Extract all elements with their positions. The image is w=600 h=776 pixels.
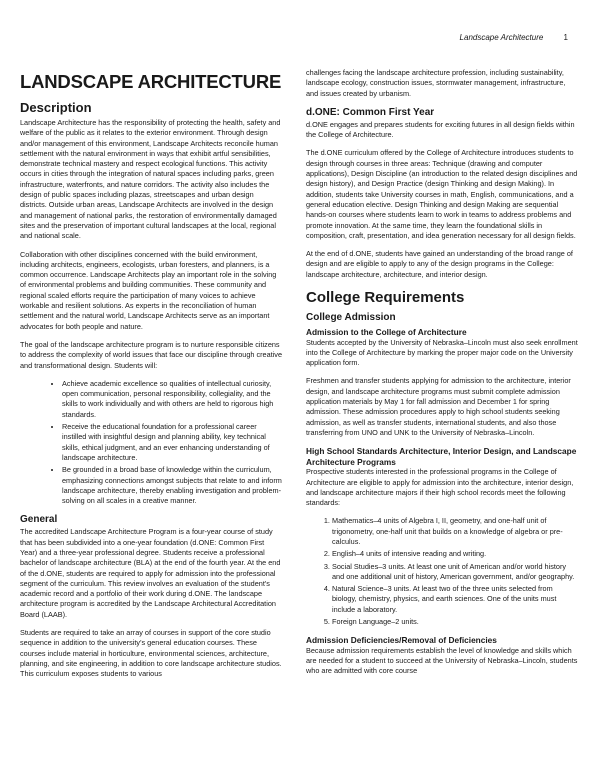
left-column bbox=[20, 68, 282, 688]
description-paragraph-3: The goal of the landscape architecture program is to nurture responsible citizens to address the complexity of world issues that face our discipline through creative and transformational design. Students will: bbox=[20, 339, 283, 370]
general-heading: General bbox=[20, 514, 58, 526]
description-paragraph-1: Landscape Architecture has the responsibility of protecting the health, safety and welfare of the public as it relates to the exterior environment. Through design and/or management of this environment, Landscape Architects reconcile human settlement with the natural environment in ways that exhibit artful sensibilities, demonstrate technical mastery and respect ecological functions. This activity occurs in cities through the integration of natural spaces including parks, green infrastructure, waterfronts, and nature corridors. The activity also includes the design of public spaces including plazas, streetscapes and urban design districts. Outside urban areas, Landscape Architects are involved in the design and management of national parks, the restoration of environmentally damaged sites and the preservation of important cultural landscapes at the local, regional and national scale. bbox=[20, 118, 281, 241]
college-admission-heading: College Admission bbox=[306, 312, 396, 324]
document-title: LANDSCAPE ARCHITECTURE bbox=[20, 71, 282, 92]
done-paragraph-2: The d.ONE curriculum offered by the College of Architecture introduces students to design through courses in three areas: Technique (drawing and computer applications), Design Discipline (an introduction to the related design disciplines and design history), and Design Practice (design Thinking and design Making). In addition, students take University courses in math, English, communications, and a general education elective. Design Thinking and design Making are sequential hands-on courses where students learn to work in teams to address problems and promote innovation. At the same time, they learn the foundational skills in composition, craft, presentation, and idea generation necessary for all design fields. bbox=[306, 148, 578, 240]
continued-paragraph: challenges facing the landscape architecture profession, including sustainability, landscape ecology, construction issues, stormwater management, infrastructure, and issues created by urbanism. bbox=[306, 68, 566, 98]
high-school-standards-paragraph: Prospective students interested in the professional programs in the College of Architecture are eligible to apply for admission into the architecture, interior design, and landscape architecture majors if their high school records meet the following standards: bbox=[306, 467, 574, 508]
list-item: 5. Foreign Language–2 units. bbox=[332, 617, 578, 627]
standards-list bbox=[306, 516, 578, 627]
list-item: 4. Natural Science–3 units. At least two of the three units selected from biology, chemistry, physics, and earth sciences. One of the units must include a laboratory. bbox=[332, 584, 578, 615]
description-paragraph-2: Collaboration with other disciplines concerned with the build environment, including architects, engineers, ecologists, urban foresters, and planners, is a common occurrence. Landscape Architects play an important role in the solving of environmental problems and building communities. These community and regional scaled efforts require the participation of many voices to achieve workable and resilient solutions. As experts in the reconciliation of human settlement and the natural world, Landscape Architects serve as an important advocates for both people and nature. bbox=[20, 249, 277, 331]
admission-deficiencies-heading: Admission Deficiencies/Removal of Deficiencies bbox=[306, 635, 497, 646]
admission-subheading: Admission to the College of Architecture bbox=[306, 327, 467, 338]
page-number: 1 bbox=[563, 33, 568, 42]
done-paragraph-1: d.ONE engages and prepares students for exciting futures in all design fields within the College of Architecture. bbox=[306, 119, 575, 140]
list-item: • Receive the educational foundation for a professional career instilled with insightful design and planning ability, key technical skills, ethical judgment, and an ever enhancing understanding of landscape architecture. bbox=[62, 422, 282, 463]
college-requirements-heading: College Requirements bbox=[306, 289, 465, 307]
admission-paragraph-1: Students accepted by the University of Nebraska–Lincoln must also seek enrollment into the College of Architecture by marking the proper major code on the University application form. bbox=[306, 337, 578, 368]
general-paragraph-2: Students are required to take an array of courses in support of the core studio sequence in addition to the university's general education courses. These courses include material in horticulture, environmental sciences, architecture, planning, and site engineering, in addition to core landscape architecture studios. This curriculum exposes students to various bbox=[20, 628, 282, 679]
list-item: 1. Mathematics–4 units of Algebra I, II, geometry, and one-half unit of trigonometry, one-half unit that builds on a knowledge of algebra or pre-calculus. bbox=[332, 516, 578, 547]
list-item: 2. English–4 units of intensive reading and writing. bbox=[332, 549, 578, 559]
list-item: • Achieve academic excellence so qualities of intellectual curiosity, open communication, personal responsibility, collegiality, and the skills to work individually and with others are held to rigorous high standards. bbox=[62, 379, 282, 420]
description-heading: Description bbox=[20, 100, 92, 115]
done-paragraph-3: At the end of d.ONE, students have gained an understanding of the broad range of design and are eligible to apply to any of the design programs in the College: landscape architecture, architecture, and interior design. bbox=[306, 249, 573, 279]
student-goals-list bbox=[20, 379, 282, 507]
list-item: • Be grounded in a broad base of knowledge within the curriculum, emphasizing connections amongst subjects that relate to and inform landscape architecture, thereby enabling investigation and problem-solving on all scales in a creative manner. bbox=[62, 465, 282, 506]
list-item: 3. Social Studies–3 units. At least one unit of American and/or world history and one additional unit of history, American government, and/or geography. bbox=[332, 562, 578, 583]
general-paragraph-1: The accredited Landscape Architecture Program is a four-year course of study that has been subdivided into a one-year foundation (d.ONE: Common First Year) and a three-year professional degree. Students receive a professional bachelor of landscape architecture (BLA) at the end of the fourth year. At the end of the d.ONE, students are required to apply for admission into the professional segment of the curriculum. This review involves an evaluation of the student's academic record and a portfolio of their work during d.ONE. The landscape architecture program is accredited by the Landscape Architectural Accreditation Board (LAAB). bbox=[20, 527, 281, 619]
high-school-standards-heading: High School Standards Architecture, Interior Design, and Landscape Architecture Programs bbox=[306, 446, 577, 467]
admission-deficiencies-paragraph: Because admission requirements establish the level of knowledge and skills which are needed for a student to succeed at the University of Nebraska–Lincoln, students who are admitted with core course bbox=[306, 645, 578, 676]
running-header bbox=[0, 33, 568, 42]
admission-paragraph-2: Freshmen and transfer students applying for admission to the architecture, interior design, and landscape architecture programs must submit complete admission application materials by May 1 for fall admission and December 1 for spring admission. These admission procedures apply to high school students seeking admission, as well as transfer students, international students, and also those transferring from UNO and UNK to the University of Nebraska–Lincoln. bbox=[306, 376, 571, 437]
right-column bbox=[306, 68, 578, 685]
running-title: Landscape Architecture bbox=[459, 33, 544, 42]
done-heading: d.ONE: Common First Year bbox=[306, 106, 435, 118]
